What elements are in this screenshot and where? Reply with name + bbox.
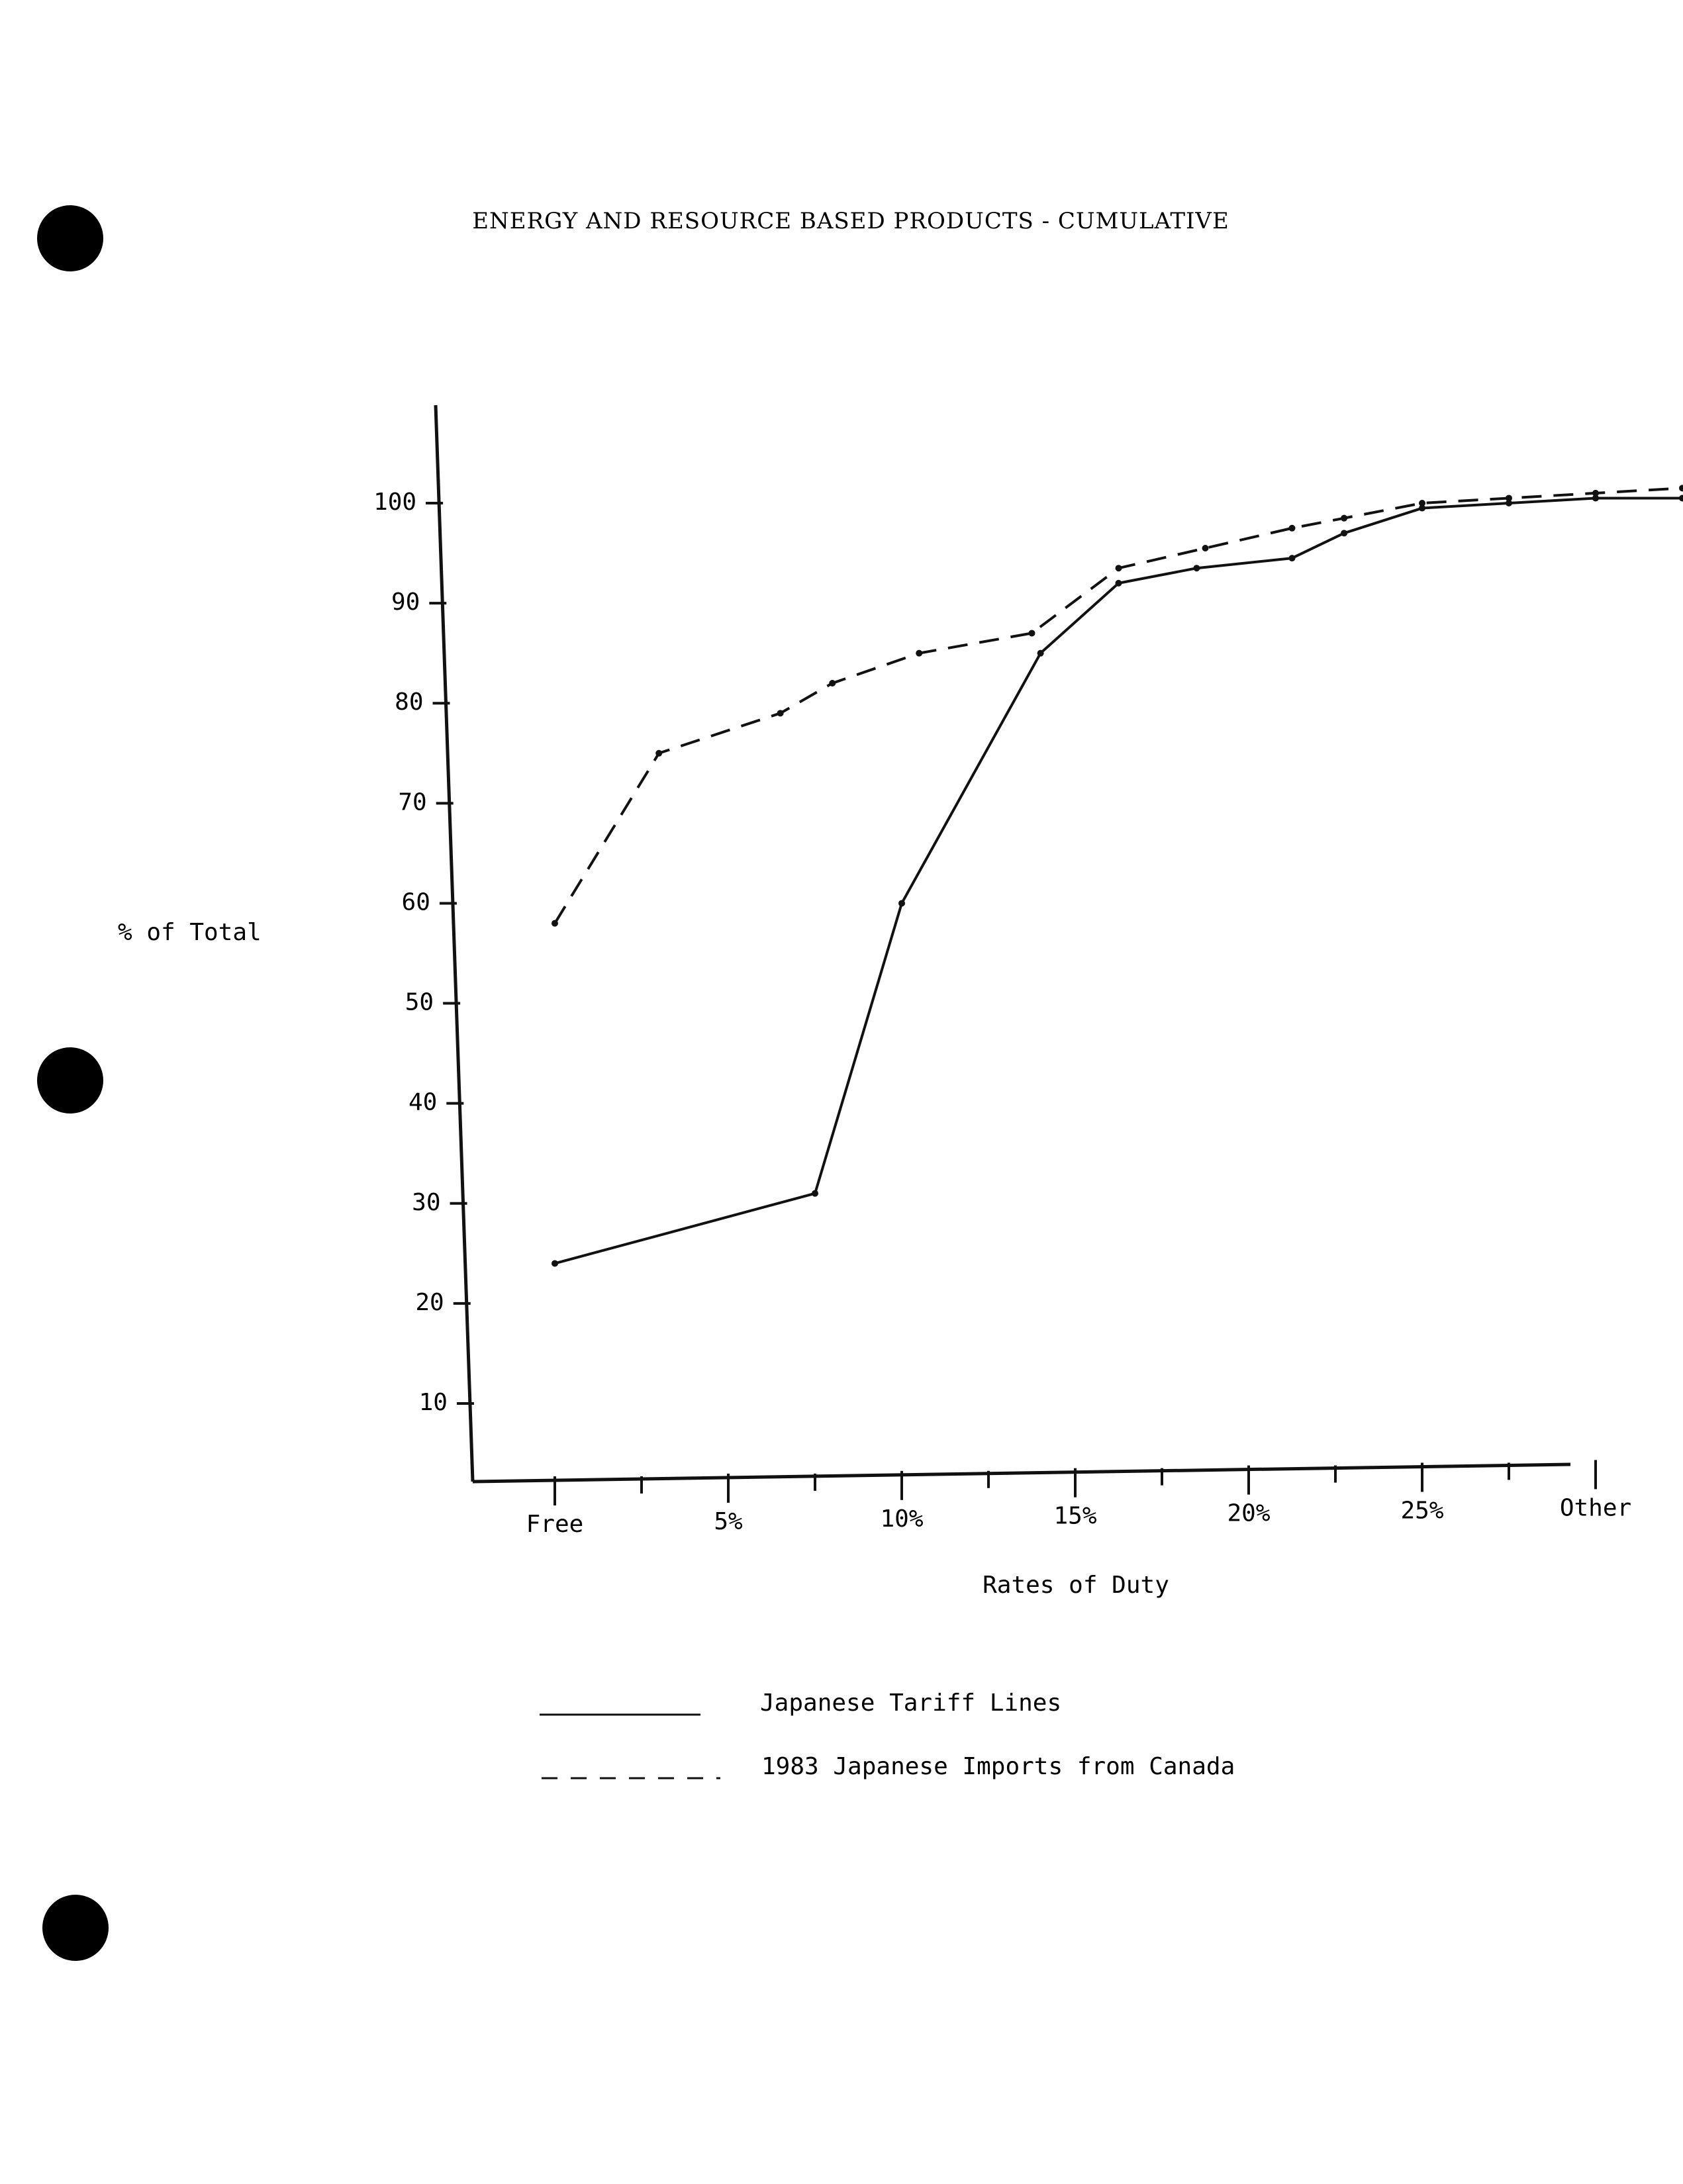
data-point-imports <box>829 680 836 687</box>
x-tick-label: 25% <box>1400 1497 1444 1525</box>
data-point-imports <box>1419 500 1425 506</box>
legend-label-tariff-lines: Japanese Tariff Lines <box>760 1689 1062 1717</box>
x-tick-label: Free <box>526 1511 584 1539</box>
x-tick-label: 5% <box>714 1507 743 1535</box>
x-axis <box>473 1464 1570 1482</box>
y-axis-label: % of Total <box>118 919 262 946</box>
data-point-imports <box>1592 490 1599 497</box>
series-line-imports <box>555 488 1683 923</box>
data-point-imports <box>916 650 922 657</box>
y-tick-label: 30 <box>412 1188 441 1216</box>
y-tick-label: 60 <box>401 888 430 916</box>
series-line-tariff-lines <box>555 493 1683 1264</box>
data-point-tariff-lines <box>1289 555 1296 561</box>
y-tick-label: 90 <box>391 589 420 616</box>
y-tick-label: 70 <box>398 788 427 816</box>
data-point-imports <box>655 750 662 757</box>
data-point-imports <box>777 710 784 716</box>
y-tick-label: 20 <box>415 1288 444 1316</box>
y-tick-label: 100 <box>373 489 417 516</box>
y-tick-label: 80 <box>395 688 424 716</box>
data-point-imports <box>1506 495 1512 501</box>
data-point-imports <box>1341 515 1347 522</box>
x-tick-label: 20% <box>1227 1499 1271 1527</box>
data-point-imports <box>1116 565 1122 571</box>
data-point-tariff-lines <box>1341 530 1347 536</box>
y-tick-label: 10 <box>418 1389 448 1416</box>
x-tick-label: Other <box>1559 1494 1632 1522</box>
x-tick-label: 15% <box>1053 1502 1097 1530</box>
y-axis <box>436 405 473 1482</box>
data-point-tariff-lines <box>1193 565 1200 571</box>
data-point-imports <box>1202 545 1209 551</box>
x-tick-label: 10% <box>880 1505 924 1533</box>
data-point-imports <box>552 920 558 927</box>
data-point-tariff-lines <box>898 900 905 906</box>
data-point-tariff-lines <box>1679 495 1683 501</box>
data-point-tariff-lines <box>812 1190 818 1197</box>
data-point-tariff-lines <box>1116 580 1122 587</box>
y-tick-label: 50 <box>405 988 434 1016</box>
y-tick-label: 40 <box>408 1088 438 1116</box>
x-axis-label: Rates of Duty <box>983 1572 1169 1599</box>
data-point-tariff-lines <box>1037 650 1044 657</box>
chart-title: ENERGY AND RESOURCE BASED PRODUCTS - CUMULATIVE <box>472 208 1229 234</box>
data-point-tariff-lines <box>552 1260 558 1266</box>
legend-label-imports: 1983 Japanese Imports from Canada <box>761 1753 1235 1780</box>
data-point-imports <box>1029 630 1035 636</box>
legend <box>540 1689 1235 1780</box>
data-point-imports <box>1289 525 1296 532</box>
data-point-imports <box>1679 485 1683 491</box>
